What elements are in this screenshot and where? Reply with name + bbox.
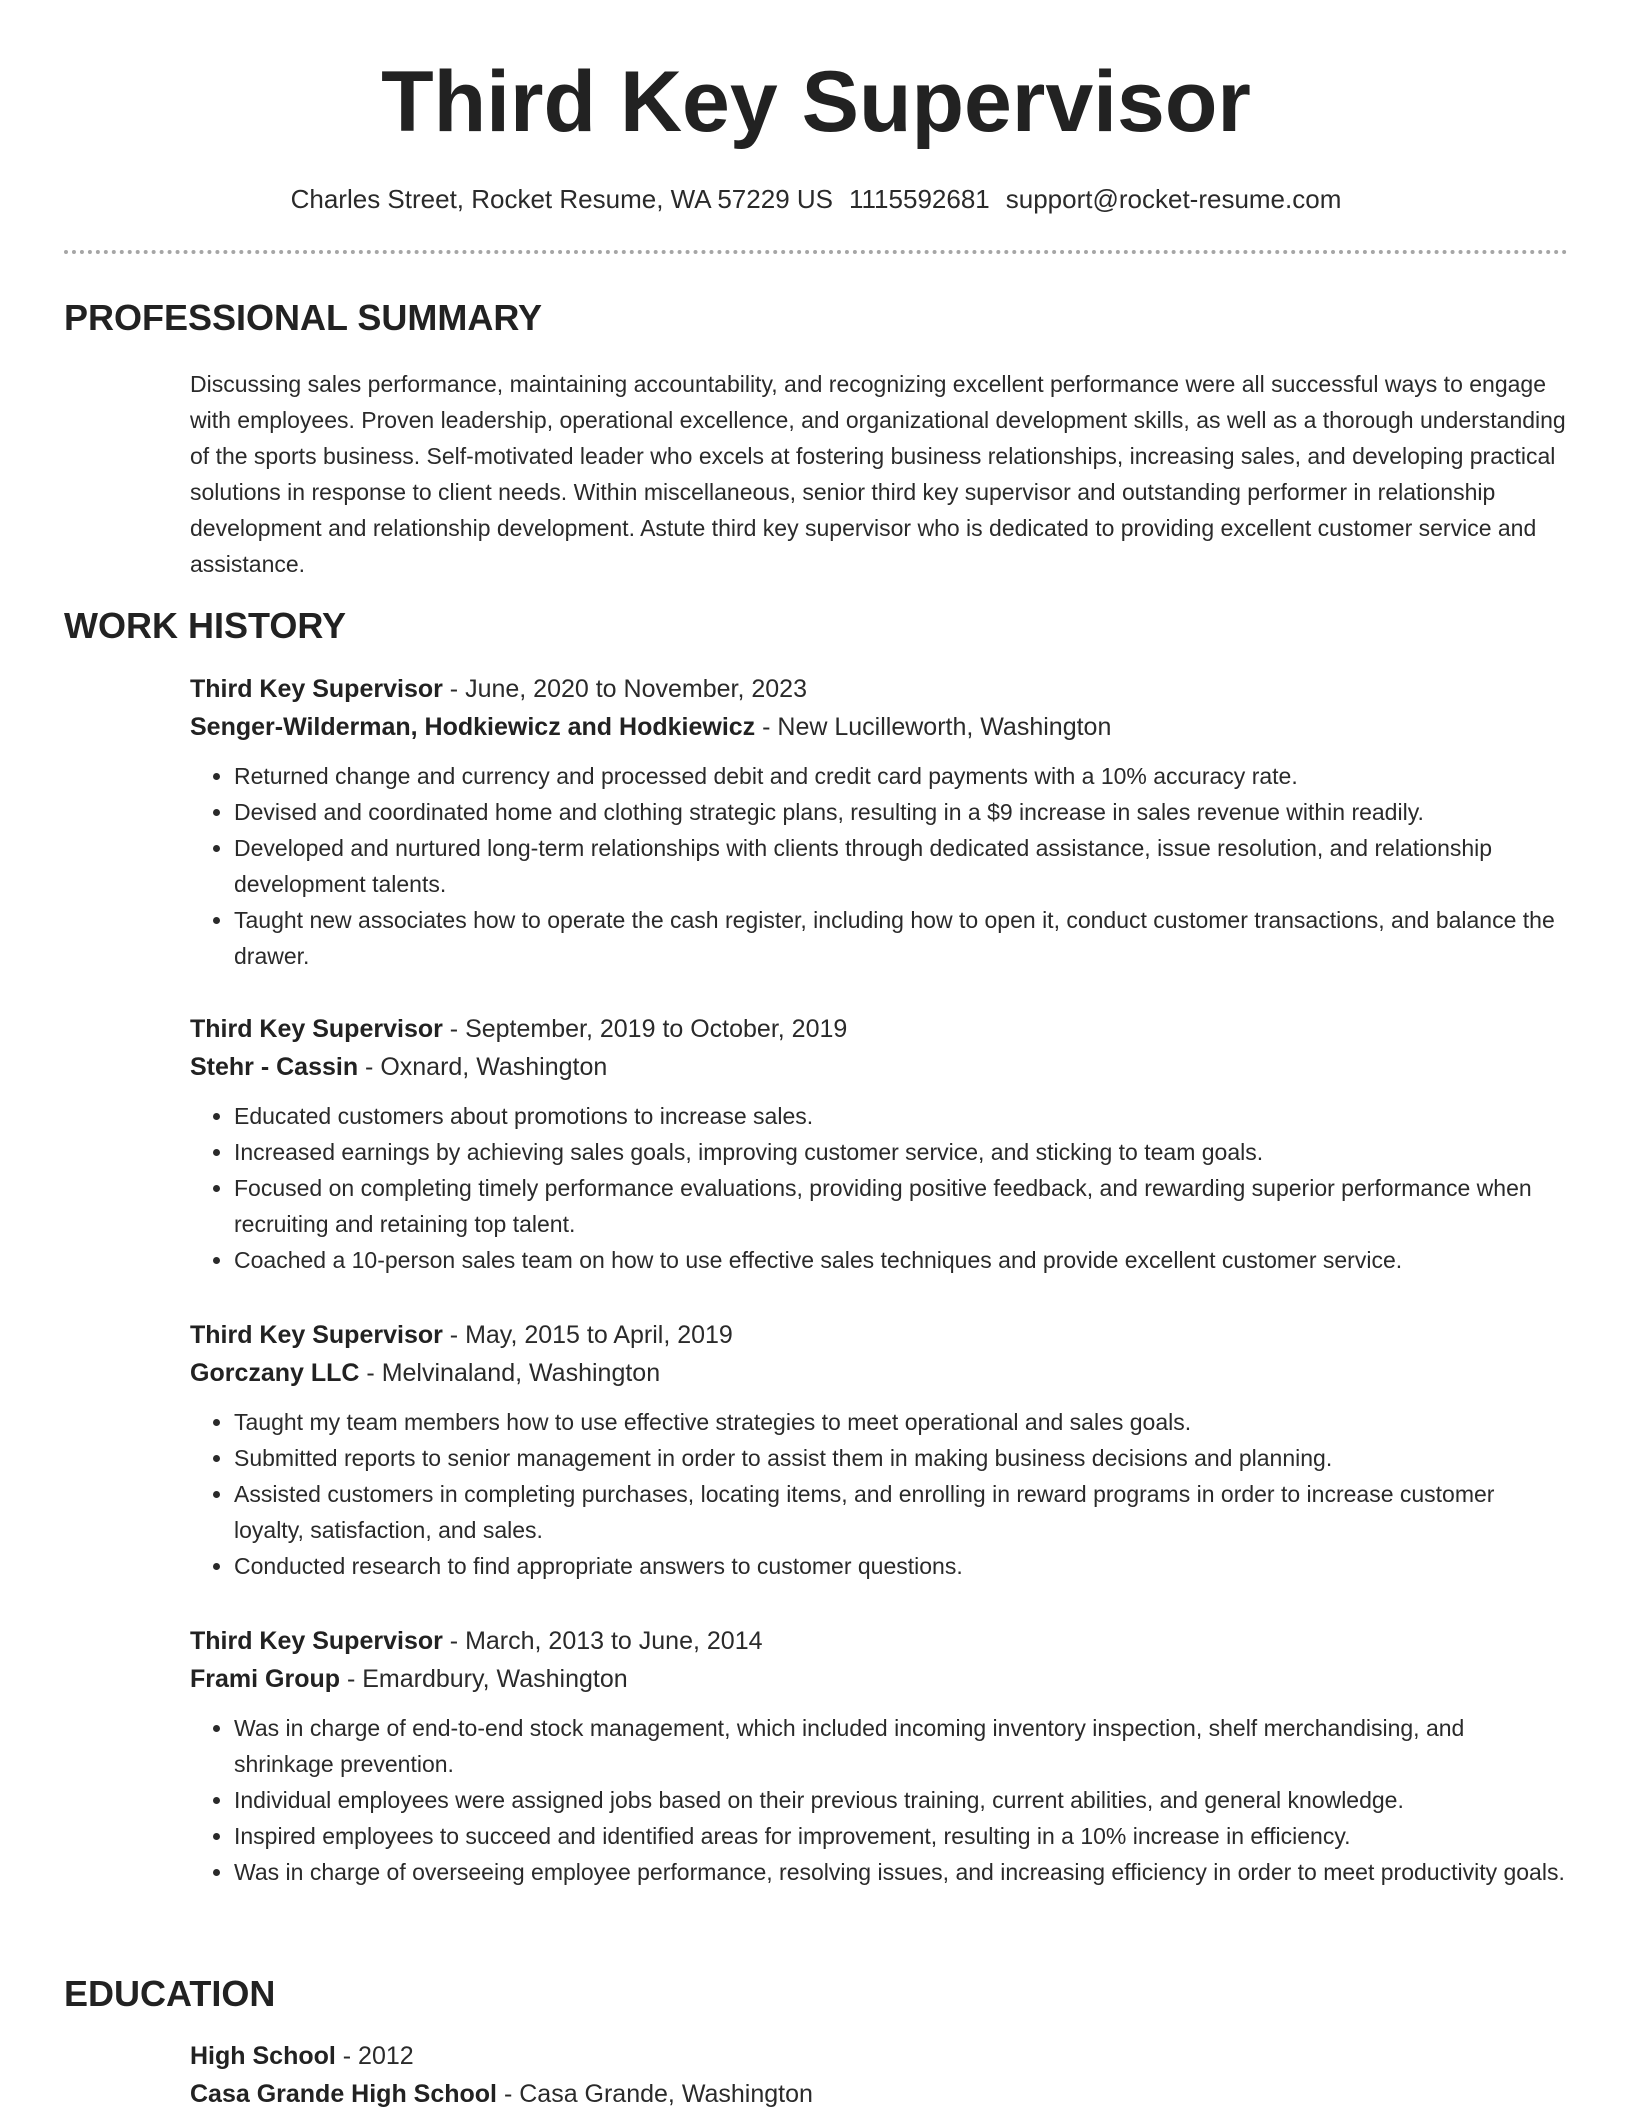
job-title-line (190, 1622, 1568, 1660)
summary-text: Discussing sales performance, maintaining accountability, and recognizing excellent performance were all successful ways to engage with employees. Proven leadership, operational excellence, and organizational development skills, as well as a thorough understanding of the sports business. Self-motivated leader who excels at fostering business relationships, increasing sales, and developing practical solutions in response to client needs. Within miscellaneous, senior third key supervisor and outstanding performer in relationship development and relationship development. Astute third key supervisor who is dedicated to providing excellent customer service and assistance. (190, 371, 1566, 577)
job-company-line (190, 1048, 1568, 1086)
work-history-heading: WORK HISTORY (64, 605, 347, 646)
job-title: Third Key Supervisor (190, 1015, 443, 1043)
education-year: - 2012 (335, 2042, 414, 2070)
job-company-line (190, 1354, 1568, 1392)
job-dates: - March, 2013 to June, 2014 (442, 1627, 763, 1655)
job-entry (190, 1316, 1568, 1584)
job-title-line (190, 670, 1568, 708)
job-company-line (190, 708, 1568, 746)
job-title-line (190, 1316, 1568, 1354)
job-bullet: • Was in charge of overseeing employee performance, resolving issues, and increasing efficiency in order to meet productivity goals. (234, 1854, 1568, 1890)
job-bullet: • Returned change and currency and processed debit and credit card payments with a 10% accuracy rate. (234, 758, 1568, 794)
job-bullet: • Taught new associates how to operate the cash register, including how to open it, conduct customer transactions, and balance the drawer. (234, 902, 1568, 974)
job-title-line (190, 1010, 1568, 1048)
job-bullet: • Was in charge of end-to-end stock management, which included incoming inventory inspection, shelf merchandising, and shrinkage prevention. (234, 1710, 1568, 1782)
job-bullets (190, 1710, 1568, 1890)
job-dates: - May, 2015 to April, 2019 (442, 1321, 733, 1349)
job-entry (190, 670, 1568, 974)
job-dates: - June, 2020 to November, 2023 (442, 675, 807, 703)
job-bullets (190, 1404, 1568, 1584)
job-title: Third Key Supervisor (190, 675, 443, 703)
job-bullets (190, 758, 1568, 974)
job-company-line (190, 1660, 1568, 1698)
education-degree-line (190, 2037, 1568, 2075)
job-bullet: • Increased earnings by achieving sales goals, improving customer service, and sticking to team goals. (234, 1134, 1568, 1170)
education-school-line (190, 2075, 1568, 2113)
education-heading: EDUCATION (64, 1973, 276, 2014)
job-bullets (190, 1098, 1568, 1278)
summary-heading: PROFESSIONAL SUMMARY (64, 297, 543, 338)
job-entry (190, 1010, 1568, 1278)
job-bullet: • Devised and coordinated home and clothing strategic plans, resulting in a $9 increase in sales revenue within readily. (234, 794, 1568, 830)
job-bullet: • Focused on completing timely performance evaluations, providing positive feedback, and rewarding superior performance when recruiting and retaining top talent. (234, 1170, 1568, 1242)
job-company: Stehr - Cassin (190, 1053, 359, 1081)
header-divider (64, 250, 1568, 254)
job-bullet: • Coached a 10-person sales team on how to use effective sales techniques and provide excellent customer service. (234, 1242, 1568, 1278)
job-company: Senger-Wilderman, Hodkiewicz and Hodkiewicz (190, 713, 756, 741)
job-bullet: • Educated customers about promotions to increase sales. (234, 1098, 1568, 1134)
job-bullet: • Submitted reports to senior management in order to assist them in making business decisions and planning. (234, 1440, 1568, 1476)
job-location: - Emardbury, Washington (340, 1665, 628, 1693)
job-bullet: • Developed and nurtured long-term relationships with clients through dedicated assistance, issue resolution, and relationship development talents. (234, 830, 1568, 902)
job-bullet: • Inspired employees to succeed and identified areas for improvement, resulting in a 10% increase in efficiency. (234, 1818, 1568, 1854)
job-dates: - September, 2019 to October, 2019 (442, 1015, 848, 1043)
job-location: - Melvinaland, Washington (359, 1359, 661, 1387)
education-school: Casa Grande High School (190, 2080, 498, 2108)
job-title: Third Key Supervisor (190, 1627, 443, 1655)
contact-email[interactable]: support@rocket-resume.com (1005, 184, 1342, 214)
contact-address: Charles Street, Rocket Resume, WA 57229 US (290, 184, 833, 214)
job-location: - New Lucilleworth, Washington (755, 713, 1112, 741)
job-bullet: • Assisted customers in completing purchases, locating items, and enrolling in reward programs in order to increase customer loyalty, satisfaction, and sales. (234, 1476, 1568, 1548)
education-entry (190, 2037, 1568, 2113)
candidate-name: Third Key Supervisor (381, 54, 1251, 150)
job-company: Frami Group (190, 1665, 341, 1693)
job-bullet: • Individual employees were assigned jobs based on their previous training, current abilities, and general knowledge. (234, 1782, 1568, 1818)
education-location: - Casa Grande, Washington (497, 2080, 813, 2108)
contact-line (0, 182, 1632, 216)
job-entry (190, 1622, 1568, 1890)
job-bullet: • Taught my team members how to use effective strategies to meet operational and sales goals. (234, 1404, 1568, 1440)
job-company: Gorczany LLC (190, 1359, 360, 1387)
education-degree: High School (190, 2042, 336, 2070)
contact-phone: 1115592681 (849, 184, 990, 214)
job-title: Third Key Supervisor (190, 1321, 443, 1349)
job-bullet: • Conducted research to find appropriate answers to customer questions. (234, 1548, 1568, 1584)
job-location: - Oxnard, Washington (358, 1053, 608, 1081)
